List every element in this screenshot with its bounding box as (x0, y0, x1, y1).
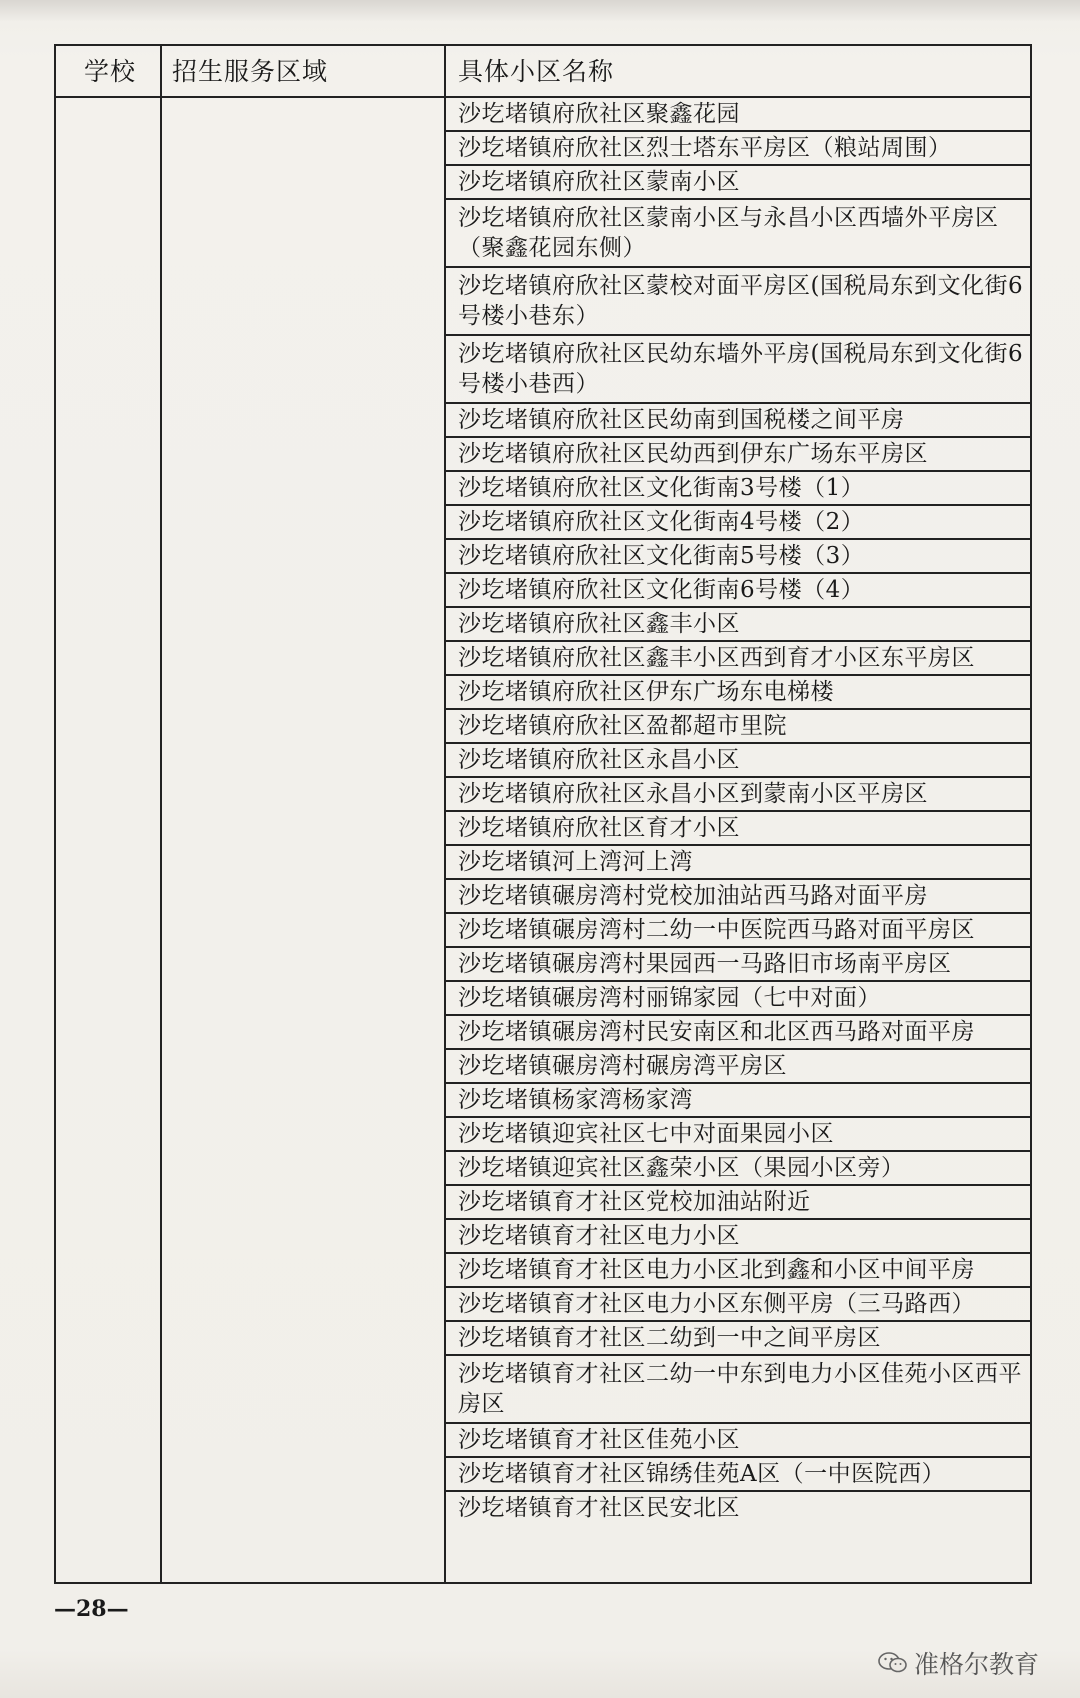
header-school: 学校 (84, 57, 137, 86)
table-row: 沙圪堵镇府欣社区伊东广场东电梯楼 (446, 676, 1030, 710)
table-row: 沙圪堵镇府欣社区育才小区 (446, 812, 1030, 846)
table-row: 沙圪堵镇碾房湾村果园西一马路旧市场南平房区 (446, 948, 1030, 982)
table-row: 沙圪堵镇府欣社区文化街南4号楼（2） (446, 506, 1030, 540)
table-row: 沙圪堵镇府欣社区蒙南小区 (446, 166, 1030, 200)
table-row: 沙圪堵镇府欣社区民幼南到国税楼之间平房 (446, 404, 1030, 438)
enrollment-table (54, 44, 1032, 1584)
table-row: 沙圪堵镇府欣社区聚鑫花园 (446, 98, 1030, 132)
table-row: 沙圪堵镇碾房湾村丽锦家园（七中对面） (446, 982, 1030, 1016)
table-row: 沙圪堵镇府欣社区民幼东墙外平房(国税局东到文化街6号楼小巷西） (446, 336, 1030, 404)
table-row: 沙圪堵镇府欣社区鑫丰小区 (446, 608, 1030, 642)
table-row: 沙圪堵镇河上湾河上湾 (446, 846, 1030, 880)
table-row: 沙圪堵镇府欣社区文化街南3号楼（1） (446, 472, 1030, 506)
column-divider-1 (160, 46, 162, 1582)
page-number: —28— (54, 1596, 129, 1622)
table-row: 沙圪堵镇碾房湾村碾房湾平房区 (446, 1050, 1030, 1084)
table-row: 沙圪堵镇育才社区佳苑小区 (446, 1424, 1030, 1458)
table-row: 沙圪堵镇育才社区电力小区北到鑫和小区中间平房 (446, 1254, 1030, 1288)
watermark (878, 1645, 1039, 1681)
table-row: 沙圪堵镇府欣社区文化街南5号楼（3） (446, 540, 1030, 574)
table-row: 沙圪堵镇育才社区党校加油站附近 (446, 1186, 1030, 1220)
table-row: 沙圪堵镇杨家湾杨家湾 (446, 1084, 1030, 1118)
header-area: 招生服务区域 (172, 57, 329, 86)
table-row: 沙圪堵镇碾房湾村民安南区和北区西马路对面平房 (446, 1016, 1030, 1050)
watermark-text: 准格尔教育 (914, 1650, 1040, 1679)
table-row: 沙圪堵镇育才社区民安北区 (458, 1495, 740, 1521)
table-row: 沙圪堵镇碾房湾村二幼一中医院西马路对面平房区 (446, 914, 1030, 948)
table-row: 沙圪堵镇育才社区二幼到一中之间平房区 (446, 1322, 1030, 1356)
header-community: 具体小区名称 (458, 57, 615, 86)
table-row: 沙圪堵镇府欣社区盈都超市里院 (446, 710, 1030, 744)
table-row: 沙圪堵镇府欣社区永昌小区 (446, 744, 1030, 778)
table-row: 沙圪堵镇府欣社区蒙南小区与永昌小区西墙外平房区（聚鑫花园东侧） (446, 200, 1030, 268)
table-row: 沙圪堵镇府欣社区永昌小区到蒙南小区平房区 (446, 778, 1030, 812)
table-row: 沙圪堵镇府欣社区烈士塔东平房区（粮站周围） (446, 132, 1030, 166)
table-row: 沙圪堵镇府欣社区文化街南6号楼（4） (446, 574, 1030, 608)
table-row: 沙圪堵镇育才社区电力小区东侧平房（三马路西） (446, 1288, 1030, 1322)
table-row: 沙圪堵镇碾房湾村党校加油站西马路对面平房 (446, 880, 1030, 914)
table-row: 沙圪堵镇府欣社区蒙校对面平房区(国税局东到文化街6号楼小巷东） (446, 268, 1030, 336)
table-row: 沙圪堵镇育才社区二幼一中东到电力小区佳苑小区西平房区 (446, 1356, 1030, 1424)
table-row: 沙圪堵镇迎宾社区鑫荣小区（果园小区旁） (446, 1152, 1030, 1186)
table-row: 沙圪堵镇育才社区锦绣佳苑A区（一中医院西） (446, 1458, 1030, 1492)
table-row: 沙圪堵镇府欣社区鑫丰小区西到育才小区东平房区 (446, 642, 1030, 676)
table-row: 沙圪堵镇育才社区电力小区 (446, 1220, 1030, 1254)
wechat-icon (878, 1651, 908, 1675)
table-row: 沙圪堵镇迎宾社区七中对面果园小区 (446, 1118, 1030, 1152)
table-row: 沙圪堵镇府欣社区民幼西到伊东广场东平房区 (446, 438, 1030, 472)
community-rows (446, 98, 1030, 1526)
